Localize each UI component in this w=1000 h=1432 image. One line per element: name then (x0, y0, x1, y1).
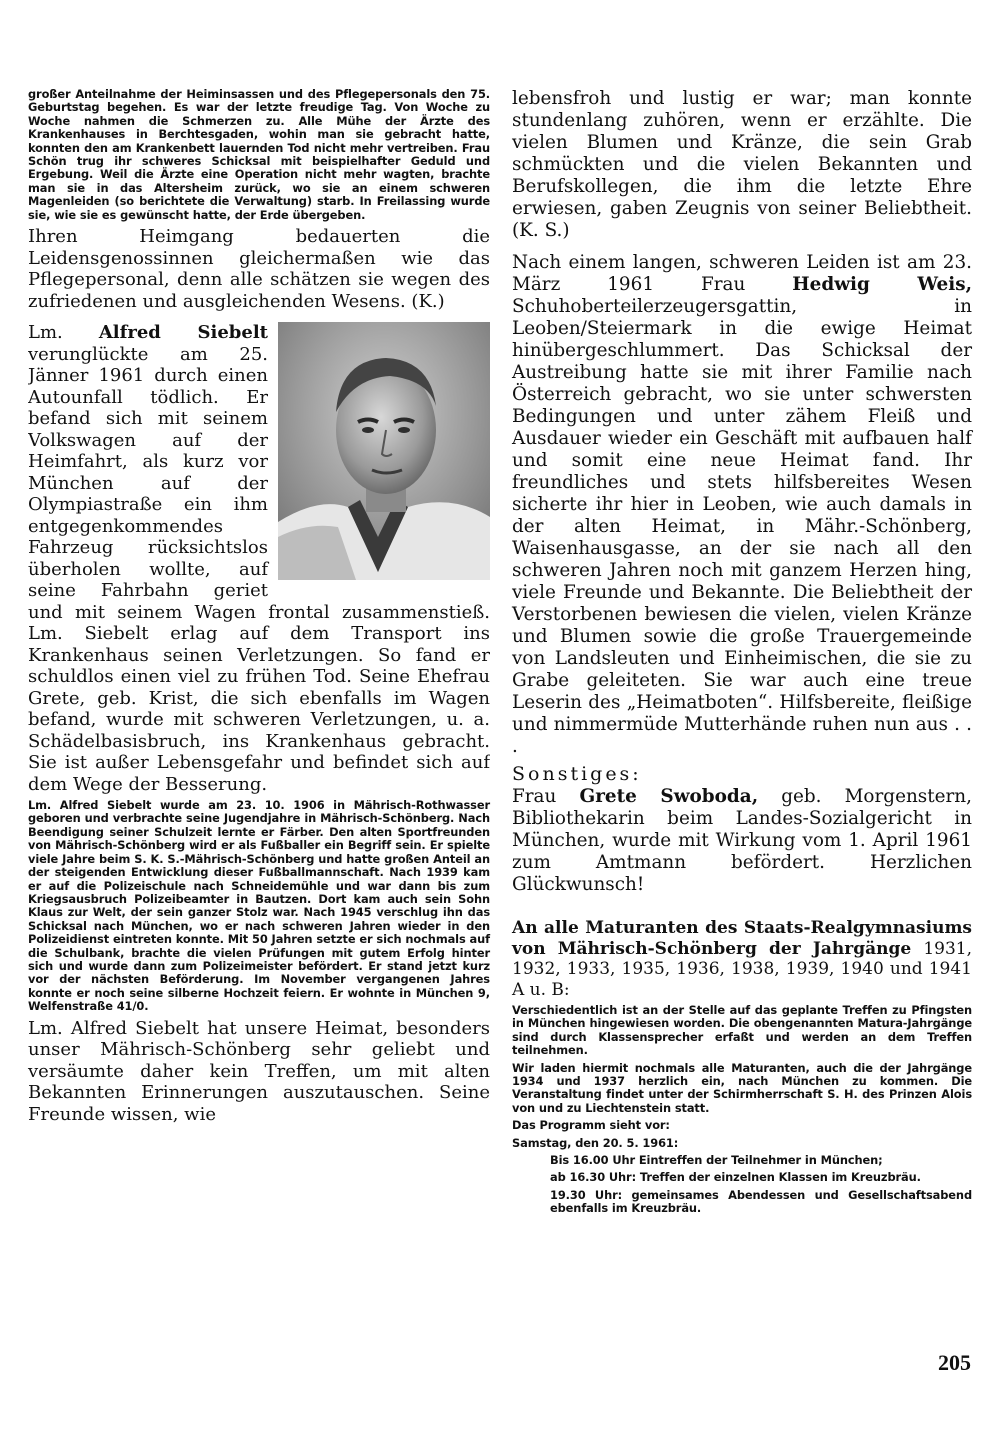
right-column (512, 88, 972, 1216)
maturanten-heading-years: 1931, 1932, 1933, 1935, 1936, 1938, 1939, 1940 und 1941 A u. B: (512, 938, 973, 1000)
obituary-schoen-detail: großer Anteilnahme der Heiminsassen und des Pflegepersonals den 75. Geburtstag begehen. Es war der letzte freudige Tag. Von Woche zu Woche nahmen die Schmerzen zu. Alle Mühe der Ärzte des Krankenhauses in Berchtesgaden, wohin man sie gebracht hatte, konnten den am Krankenbett lauernden Tod nicht mehr vertreiben. Frau Schön trug ihr schweres Schicksal mit beispielhafter Geduld und Ergebung. Weil die Ärzte eine Operation nicht mehr wagten, brachte man sie in das Altersheim zurück, wo sie an einem schweren Magenleiden (so berichtete die Verwaltung) starb. In Freilassing wurde sie, wie sie es gewünscht hatte, der Erde übergeben. (28, 87, 490, 222)
weis-name: Hedwig Weis, (792, 274, 972, 295)
program-item: ab 16.30 Uhr: Treffen der einzelnen Klassen im Kreuzbräu. (550, 1170, 921, 1185)
maturanten-paragraph-2: Wir laden hiermit nochmals alle Maturanten, auch die der Jahrgänge 1934 und 1937 herzlich ein, nach München zu kommen. Die Veranstaltung findet unter der Schirmherrschaft S. H. des Prinzen Alois von und zu Liechtenstein statt. (512, 1060, 972, 1115)
section-heading-sonstiges: Sonstiges: (512, 763, 642, 785)
maturanten-heading (512, 918, 972, 1000)
swoboda-text: geb. Morgenstern, Bibliothekarin beim Landes-Sozialgericht in München, wurde mit Wirkung vom 1. April 1961 zum Amtmann befördert. Herzlichen Glückwunsch! (512, 786, 972, 895)
program-item: 19.30 Uhr: gemeinsames Abendessen und Gesellschaftsabend ebenfalls im Kreuzbräu. (550, 1187, 972, 1216)
siebelt-biography: Lm. Alfred Siebelt wurde am 23. 10. 1906 in Mährisch-Rothwasser geboren und verbrachte seine Jugendjahre in Mährisch-Schönberg. Nach Beendigung seiner Schulzeit lernte er Färber. Den alten Sportfreunden von Mährisch-Schönberg wird er als Fußballer ein Begriff sein. Er spielte viele Jahre beim S. K. S.-Mährisch-Schönberg und hatte großen Anteil an der steigenden Entwicklung dieser Fußballmannschaft. Nach 1939 kam er auf die Polizeischule nach Schneidemühle und war dann bis zum Kriegsausbruch Polizeibeamter in Bautzen. Dort kam auch sein Sohn Klaus zur Welt, der sein ganzer Stolz war. Nach 1945 verschlug ihn das Schicksal nach München, wo er nach schweren Jahren wieder in den Polizeidienst eintreten konnte. Mit 50 Jahren setzte er sich nochmals auf die Schulbank, brachte die vielen Prüfungen mit gutem Erfolg hinter sich und wurde dann zum Polizeimeister befördert. Er stand jetzt kurz vor der nächsten Beförderung. Im November vergangenen Jahres konnte er noch seine silberne Hochzeit feiern. Er wohnte in München 9, Welfenstraße 41/0. (28, 798, 490, 1014)
swoboda-intro: Frau (512, 786, 557, 807)
maturanten-paragraph-1: Verschiedentlich ist an der Stelle auf das geplante Treffen zu Pfingsten in München hingewiesen worden. Die obengenannten Matura-Jahrgänge sind durch Klassensprecher erfaßt und werden an dem Treffen teilnehmen. (512, 1003, 972, 1058)
weis-text: Schuhoberteilerzeugersgattin, in Leoben/Steiermark in die ewige Heimat hinübergeschlummert. Das Schicksal der Austreibung hatte sie mit ihrer Familie nach Österreich gebracht, wo sie unter schwersten Bedingungen und unter zähem Fleiß und Ausdauer wieder ein Geschäft mit aufbauen half und somit eine neue Heimat fand. Ihr freundliches und stets hilfsbereites Wesen sicherte ihr hier in Leoben, wie auch damals in der alten Heimat, in Mähr.-Schönberg, Waisenhausgasse, an der sie nach all den schweren Jahren noch mit ganzem Herzen hing, viele Freunde und Bekannte. Die Beliebtheit der Verstorbenen bewiesen die vielen, vielen Kränze und Blumen sowie die große Trauergemeinde von Landsleuten und Einheimischen, die sie zu Grabe geleiteten. Sie war auch eine treue Leserin des „Heimatboten“. Hilfsbereite, fleißige und nimmermüde Mutterhände ruhen nun aus . . . (512, 296, 972, 757)
program-item: Bis 16.00 Uhr Eintreffen der Teilnehmer in München; (550, 1153, 883, 1168)
siebelt-prefix: Lm. (28, 322, 63, 344)
siebelt-continuation: lebensfroh und lustig er war; man konnte stundenlang zuhören, wenn er erzählte. Die vielen Blumen und Kränze, die sein Grab schmückten und die vielen Bekannten und Berufskollegen, die ihm die letzte Ehre erwiesen, gaben Zeugnis von seiner Beliebtheit. (K. S.) (512, 88, 972, 241)
maturanten-heading-title: An alle Maturanten des Staats-Realgymnasiums von Mährisch-Schönberg der Jahrgänge (512, 918, 972, 959)
obituary-weis (512, 252, 972, 758)
swoboda-name: Grete Swoboda, (579, 786, 759, 807)
program-heading: Das Programm sieht vor: (512, 1118, 670, 1133)
notice-swoboda (512, 786, 972, 896)
program-list (512, 1154, 972, 1216)
page-number: 205 (938, 1350, 971, 1375)
portrait-photo (278, 322, 490, 580)
siebelt-closing: Lm. Alfred Siebelt hat unsere Heimat, besonders unser Mährisch-Schönberg sehr geliebt und versäumte daher kein Treffen, um mit alten Bekannten Erinnerungen auszutauschen. Seine Freunde wissen, wie (28, 1017, 490, 1125)
weis-intro: Nach einem langen, schweren Leiden ist am 23. März 1961 Frau (512, 252, 972, 295)
siebelt-name: Alfred Siebelt (98, 322, 268, 344)
siebelt-text: verunglückte am 25. Jänner 1961 durch einen Autounfall tödlich. Er befand sich mit seinem Volkswagen auf der Heimfahrt, als kurz vor München auf der Olympiastraße ein ihm entgegenkommendes Fahrzeug rücksichtslos überholen wollte, auf seine Fahrbahn geriet und mit seinem Wagen frontal zusammenstieß. Lm. Siebelt erlag auf dem Transport ins Krankenhaus seinen Verletzungen. So fand er schuldlos einen viel zu frühen Tod. Seine Ehefrau Grete, geb. Krist, die sich ebenfalls im Wagen befand, wurde mit schweren Verletzungen, u. a. Schädelbasisbruch, ins Krankenhaus gebracht. Sie ist außer Lebensgefahr und befindet sich auf dem Wege der Besserung. (28, 343, 490, 795)
obituary-schoen-closing: Ihren Heimgang bedauerten die Leidensgenossinnen gleichermaßen wie das Pflegepersonal, denn alle schätzen sie wegen des zufriedenen und ausgleichenden Wesens. (K.) (28, 226, 490, 312)
left-column (28, 88, 490, 1125)
obituary-siebelt (28, 322, 490, 795)
program-date: Samstag, den 20. 5. 1961: (512, 1135, 679, 1150)
